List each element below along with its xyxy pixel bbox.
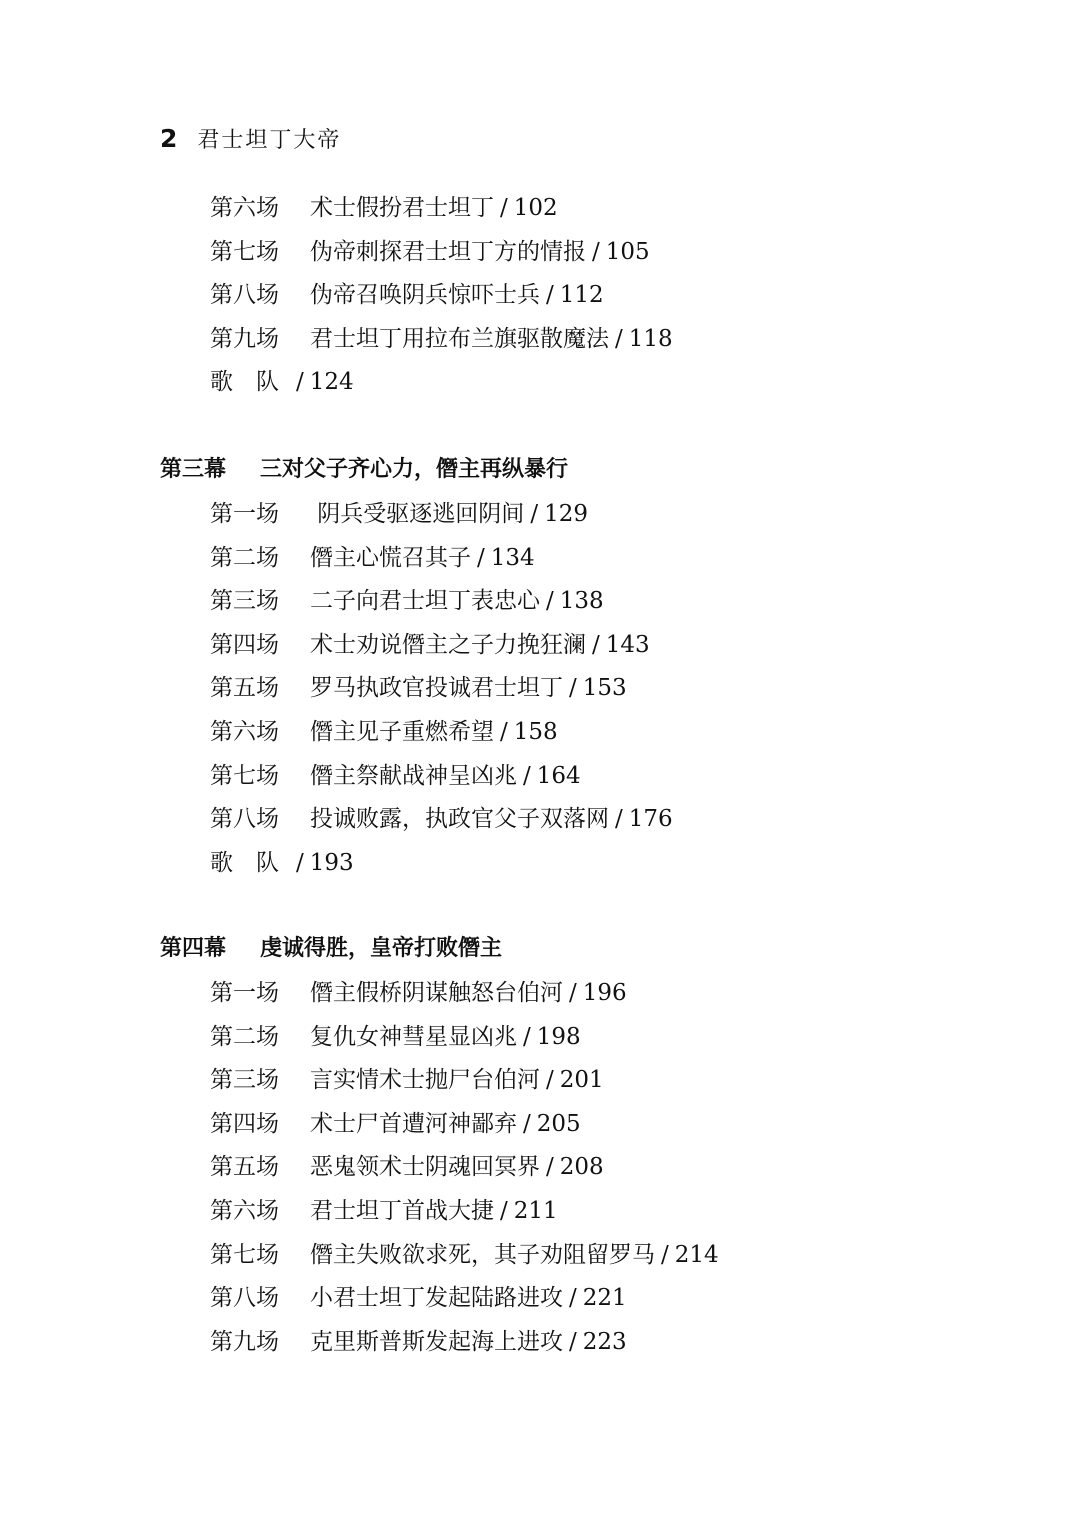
page-separator: / [296, 849, 304, 876]
toc-entry [210, 973, 627, 1013]
scene-number: 第九场 [210, 325, 279, 352]
toc-entry [210, 843, 354, 883]
scene-page-number: 134 [490, 544, 535, 571]
page-separator: / [546, 1067, 554, 1094]
scene-title: 术士假扮君士坦丁 [310, 195, 494, 221]
scene-number: 歌 队 [210, 849, 279, 876]
scene-number: 第三场 [210, 1067, 279, 1094]
page-number: 2 [160, 123, 178, 153]
scene-page-number: 143 [605, 631, 650, 658]
page-separator: / [661, 1241, 669, 1268]
toc-entry [210, 625, 650, 665]
book-title: 君士坦丁大帝 [197, 127, 342, 153]
scene-title: 投诚败露，执政官父子双落网 [310, 806, 609, 833]
page-separator: / [592, 238, 600, 265]
act-heading [160, 929, 502, 969]
scene-page-number: 193 [309, 849, 354, 876]
scene-page-number: 138 [559, 588, 604, 615]
toc-entry [210, 362, 354, 402]
page-separator: / [530, 501, 539, 527]
scene-title: 罗马执政官投诚君士坦丁 [310, 675, 563, 702]
scene-title: 君士坦丁用拉布兰旗驱散魔法 [310, 325, 609, 352]
scene-number: 第一场 [210, 980, 279, 1006]
scene-page-number: 201 [559, 1067, 604, 1094]
page-separator: / [569, 980, 577, 1006]
scene-title: 术士劝说僭主之子力挽狂澜 [310, 631, 586, 658]
toc-entry [210, 1191, 558, 1231]
scene-number: 第七场 [210, 1241, 279, 1268]
scene-number: 第六场 [210, 195, 279, 221]
scene-page-number: 223 [582, 1328, 627, 1355]
scene-title: 君士坦丁首战大捷 [310, 1198, 494, 1224]
act-heading [160, 450, 568, 490]
act-number: 第四幕 [160, 936, 227, 961]
page-separator: / [500, 719, 508, 745]
scene-number: 第一场 [210, 501, 279, 527]
scene-page-number: 196 [582, 980, 627, 1006]
page-separator: / [546, 1154, 554, 1181]
toc-entry [210, 1060, 604, 1100]
scene-page-number: 164 [536, 762, 581, 789]
page-separator: / [500, 195, 508, 221]
toc-entry [210, 232, 650, 272]
page-separator: / [569, 1285, 577, 1312]
scene-number: 歌 队 [210, 369, 279, 396]
scene-page-number: 105 [605, 238, 650, 265]
scene-page-number: 214 [674, 1241, 719, 1268]
page-separator: / [296, 369, 304, 396]
running-header [160, 118, 341, 158]
scene-number: 第八场 [210, 1285, 279, 1312]
scene-number: 第二场 [210, 1023, 279, 1050]
scene-title: 言实情术士抛尸台伯河 [310, 1067, 540, 1094]
scene-number: 第八场 [210, 282, 279, 309]
scene-number: 第六场 [210, 1198, 279, 1224]
page-separator: / [546, 588, 554, 615]
scene-number: 第四场 [210, 631, 279, 658]
toc-entry [210, 1017, 581, 1057]
scene-number: 第八场 [210, 806, 279, 833]
scene-number: 第三场 [210, 588, 279, 615]
scene-title: 僭主心慌召其子 [310, 544, 471, 571]
toc-entry [210, 1104, 581, 1144]
scene-page-number: 129 [544, 501, 588, 527]
scene-title: 伪帝刺探君士坦丁方的情报 [310, 238, 586, 265]
scene-page-number: 205 [536, 1110, 581, 1137]
scene-page-number: 102 [513, 195, 558, 221]
page-separator: / [523, 1110, 531, 1137]
scene-title: 僭主失败欲求死，其子劝阻留罗马 [310, 1241, 655, 1268]
toc-entry [210, 756, 581, 796]
scene-number: 第七场 [210, 238, 279, 265]
scene-number: 第五场 [210, 675, 279, 702]
scene-page-number: 208 [559, 1154, 604, 1181]
toc-entry [210, 538, 535, 578]
toc-entry [210, 188, 558, 228]
scene-page-number: 112 [559, 282, 604, 309]
scene-page-number: 153 [582, 675, 627, 702]
page-separator: / [546, 282, 554, 309]
toc-entry [210, 1147, 604, 1187]
scene-title: 僭主见子重燃希望 [310, 719, 494, 745]
scene-page-number: 211 [513, 1198, 558, 1224]
scene-page-number: 198 [536, 1023, 581, 1050]
toc-entry [210, 799, 673, 839]
scene-page-number: 221 [582, 1285, 627, 1312]
page-separator: / [569, 675, 577, 702]
scene-title: 僭主祭献战神呈凶兆 [310, 762, 517, 789]
toc-entry [210, 1235, 719, 1275]
scene-page-number: 118 [628, 325, 673, 352]
scene-number: 第六场 [210, 719, 279, 745]
scene-title: 恶鬼领术士阴魂回冥界 [310, 1154, 540, 1181]
page-separator: / [615, 806, 623, 833]
page-separator: / [500, 1198, 508, 1224]
scene-title: 术士尸首遭河神鄙弃 [310, 1110, 517, 1137]
scene-number: 第五场 [210, 1154, 279, 1181]
toc-entry [210, 319, 673, 359]
scene-title: 僭主假桥阴谋触怒台伯河 [310, 980, 563, 1006]
scene-page-number: 158 [513, 719, 558, 745]
act-title: 虔诚得胜，皇帝打败僭主 [260, 936, 503, 961]
scene-title: 克里斯普斯发起海上进攻 [310, 1328, 563, 1355]
scene-number: 第四场 [210, 1110, 279, 1137]
toc-entry [210, 581, 604, 621]
page-separator: / [477, 544, 485, 571]
toc-entry [210, 1278, 627, 1318]
act-number: 第三幕 [160, 457, 227, 482]
toc-entry [210, 494, 588, 534]
scene-title: 复仇女神彗星显凶兆 [310, 1023, 517, 1050]
scene-title: 二子向君士坦丁表忠心 [310, 588, 540, 615]
act-title: 三对父子齐心力，僭主再纵暴行 [260, 457, 569, 482]
toc-entry [210, 275, 604, 315]
page-separator: / [592, 631, 600, 658]
scene-page-number: 176 [628, 806, 673, 833]
page-separator: / [523, 1023, 531, 1050]
scene-number: 第七场 [210, 762, 279, 789]
toc-entry [210, 668, 627, 708]
scene-title: 伪帝召唤阴兵惊吓士兵 [310, 282, 540, 309]
page-separator: / [569, 1328, 577, 1355]
page-separator: / [615, 325, 623, 352]
scene-title: 小君士坦丁发起陆路进攻 [310, 1285, 563, 1312]
toc-entry [210, 1322, 627, 1362]
toc-entry [210, 712, 558, 752]
page-separator: / [523, 762, 531, 789]
scene-number: 第二场 [210, 544, 279, 571]
scene-title: 阴兵受驱逐逃回阴间 [310, 501, 525, 527]
scene-page-number: 124 [309, 369, 354, 396]
scene-number: 第九场 [210, 1328, 279, 1355]
